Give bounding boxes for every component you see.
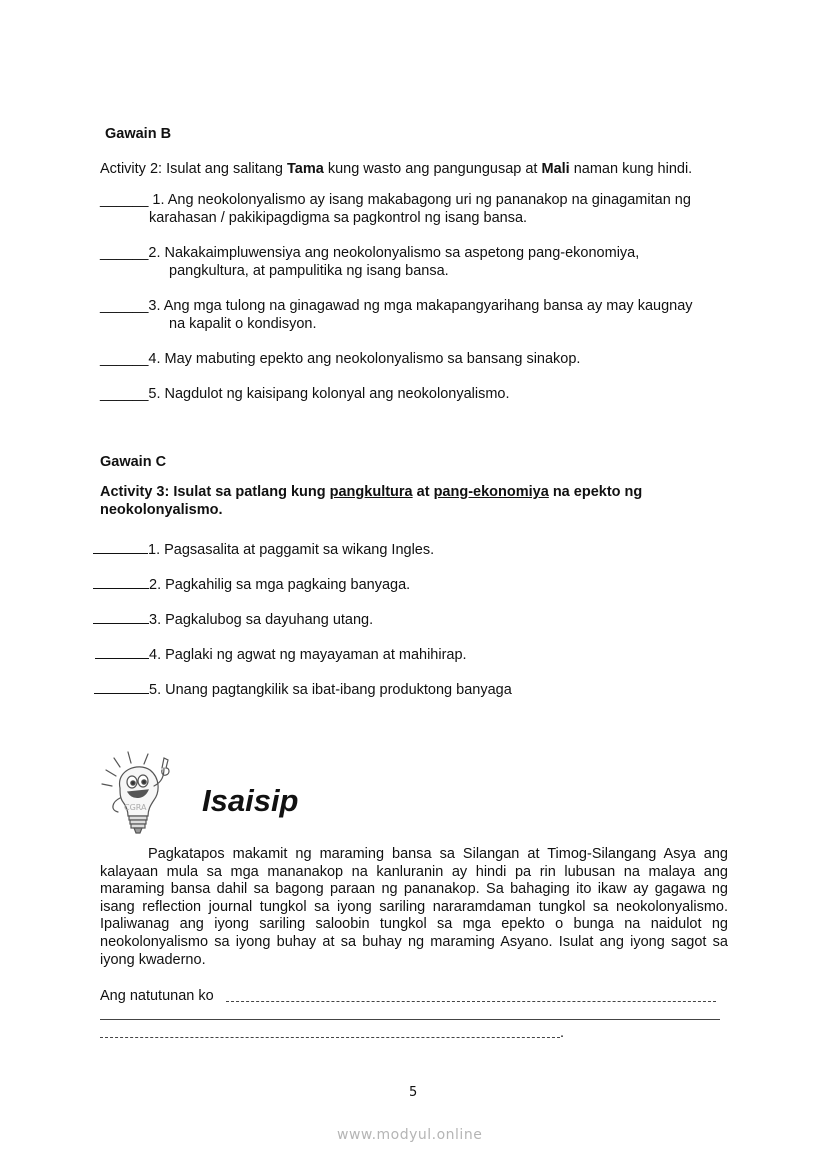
answer-blank[interactable]: ______: [100, 386, 149, 402]
answer-blank[interactable]: [93, 576, 149, 589]
item-text: 4. May mabuting epekto ang neokolonyalismo sa bansang sinakop.: [148, 351, 581, 367]
gawain-b-item-1-cont: karahasan / pakikipagdigma sa pagkontrol ng isang bansa.: [149, 210, 528, 226]
pangkultura-keyword: pangkultura: [329, 484, 413, 500]
item-text: 1. Pagsasalita at paggamit sa wikang Ingles.: [148, 542, 435, 558]
instruction-text: kung wasto ang pangungusap at: [323, 161, 542, 177]
mali-keyword: Mali: [541, 161, 570, 177]
item-text: 5. Unang pagtangkilik sa ibat-ibang produktong banyaga: [149, 682, 512, 698]
footer-watermark: www.modyul.online: [337, 1127, 483, 1143]
instruction-text: na epekto ng: [548, 484, 643, 500]
gawain-c-item-3: [93, 611, 373, 628]
gawain-b-item-1: [100, 192, 691, 208]
activity-3-instruction-cont: neokolonyalismo.: [100, 502, 223, 518]
item-text: 1. Ang neokolonyalismo ay isang makabagong uri ng pananakop na ginagamitan ng: [148, 192, 691, 208]
gawain-c-item-5: [94, 681, 512, 698]
gawain-b-item-3-cont: na kapalit o kondisyon.: [169, 316, 317, 332]
lightbulb-mascot-icon: [98, 748, 190, 838]
tama-keyword: Tama: [287, 161, 324, 177]
answer-blank[interactable]: [93, 611, 149, 624]
gawain-c-heading: Gawain C: [100, 454, 167, 470]
answer-blank[interactable]: [93, 541, 148, 554]
activity-2-instruction: [100, 161, 692, 177]
paragraph-text: Pagkatapos makamit ng maraming bansa sa Silangan at Timog-Silangang Asya ang kalayaan mula sa mga mananakop na kanluranin ay hindi pa rin lubusan na malaya ang maraming bansa dahil sa bagong paraan ng pananakop. Sa bahaging ito ikaw ay gagawa ng isang reflection journal tungkol sa iyong sariling nararamdaman tungkol sa neokolonyalismo. Ipaliwanag ang iyong sariling saloobin tungkol sa mga epekto o bunga na naidulot ng neokolonyalismo sa iyong buhay at sa buhay ng maraming Asyano. Isulat ang iyong sagot sa iyong kwaderno.: [100, 846, 728, 968]
instruction-text: Activity 3: Isulat sa patlang kung: [100, 484, 330, 500]
item-text: 2. Pagkahilig sa mga pagkaing banyaga.: [149, 577, 411, 593]
gawain-c-item-2: [93, 576, 410, 593]
gawain-b-item-4: [100, 351, 580, 367]
answer-blank[interactable]: ______: [100, 245, 149, 261]
page-number: 5: [409, 1085, 418, 1100]
item-text: 3. Ang mga tulong na ginagawad ng mga makapangyarihang bansa ay may kaugnay: [148, 298, 693, 314]
answer-blank[interactable]: ______: [100, 192, 149, 208]
svg-text:CGRA: CGRA: [124, 803, 147, 812]
answer-line-2[interactable]: [100, 1019, 720, 1020]
gawain-b-heading: Gawain B: [105, 126, 172, 142]
item-text: 3. Pagkalubog sa dayuhang utang.: [149, 612, 374, 628]
gawain-b-item-2-cont: pangkultura, at pampulitika ng isang bansa.: [169, 263, 449, 279]
instruction-text: Activity 2: Isulat ang salitang: [100, 161, 287, 177]
pang-ekonomiya-keyword: pang-ekonomiya: [433, 484, 549, 500]
isaisip-paragraph: [100, 846, 728, 969]
answer-blank[interactable]: [94, 681, 149, 694]
item-text: 4. Paglaki ng agwat ng mayayaman at mahihirap.: [149, 647, 467, 663]
gawain-b-item-5: [100, 386, 510, 402]
isaisip-title: Isaisip: [202, 783, 299, 818]
answer-blank[interactable]: ______: [100, 351, 149, 367]
answer-prompt-label: Ang natutunan ko: [100, 988, 214, 1004]
item-text: 2. Nakakaimpluwensiya ang neokolonyalismo sa aspetong pang-ekonomiya,: [148, 245, 640, 261]
item-text: 5. Nagdulot ng kaisipang kolonyal ang neokolonyalismo.: [148, 386, 510, 402]
instruction-text: at: [412, 484, 434, 500]
gawain-b-item-3: [100, 298, 693, 314]
answer-line-1[interactable]: [226, 1001, 716, 1002]
answer-line-3[interactable]: [100, 1037, 560, 1038]
answer-end-period: .: [560, 1025, 565, 1041]
instruction-text: naman kung hindi.: [569, 161, 693, 177]
gawain-c-item-4: [95, 646, 467, 663]
answer-blank[interactable]: [95, 646, 149, 659]
gawain-b-item-2: [100, 245, 639, 261]
gawain-c-item-1: [93, 541, 434, 558]
activity-3-instruction: [100, 484, 642, 500]
answer-blank[interactable]: ______: [100, 298, 149, 314]
